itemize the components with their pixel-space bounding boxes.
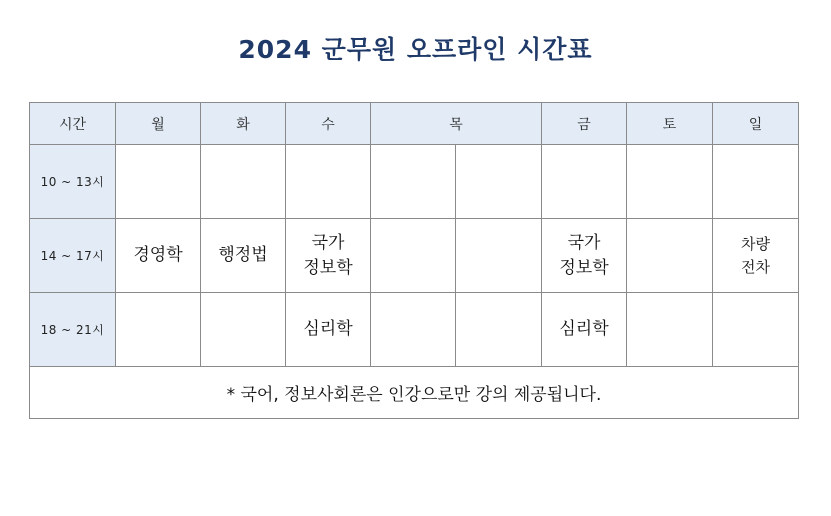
cell-line: 심리학 — [559, 319, 609, 339]
table-row — [30, 293, 799, 367]
header-tue: 화 — [201, 103, 286, 145]
time-slot-label: 10 ~ 13시 — [30, 145, 116, 219]
cell-wed — [286, 219, 371, 293]
cell-mon: 경영학 — [116, 219, 201, 293]
timetable — [29, 102, 799, 419]
cell-tue: 행정법 — [201, 219, 286, 293]
cell-wed — [286, 145, 371, 219]
cell-sun — [713, 145, 799, 219]
cell-wed — [286, 293, 371, 367]
cell-fri — [542, 293, 627, 367]
cell-sat — [627, 219, 713, 293]
cell-sat — [627, 293, 713, 367]
table-row — [30, 219, 799, 293]
cell-line: 전차 — [741, 257, 770, 276]
cell-tue — [201, 293, 286, 367]
cell-thu-b — [456, 145, 542, 219]
time-slot-label: 14 ~ 17시 — [30, 219, 116, 293]
cell-tue — [201, 145, 286, 219]
cell-sun — [713, 293, 799, 367]
cell-fri — [542, 145, 627, 219]
footnote: * 국어, 정보사회론은 인강으로만 강의 제공됩니다. — [30, 367, 799, 419]
time-slot-label: 18 ~ 21시 — [30, 293, 116, 367]
cell-sat — [627, 145, 713, 219]
cell-sun — [713, 219, 799, 293]
cell-fri — [542, 219, 627, 293]
header-mon: 월 — [116, 103, 201, 145]
header-sun: 일 — [713, 103, 799, 145]
cell-line: 국가 — [311, 232, 345, 253]
cell-line: 정보학 — [559, 257, 609, 278]
cell-line: 국가 — [567, 232, 601, 253]
cell-line: 정보학 — [303, 257, 353, 278]
cell-thu-a — [371, 293, 456, 367]
note-row — [30, 367, 799, 419]
table-row — [30, 145, 799, 219]
header-sat: 토 — [627, 103, 713, 145]
header-time: 시간 — [30, 103, 116, 145]
cell-mon — [116, 293, 201, 367]
header-fri: 금 — [542, 103, 627, 145]
header-wed: 수 — [286, 103, 371, 145]
cell-mon — [116, 145, 201, 219]
page-title: 2024 군무원 오프라인 시간표 — [238, 35, 593, 64]
cell-thu-a — [371, 219, 456, 293]
cell-thu-a — [371, 145, 456, 219]
cell-thu-b — [456, 219, 542, 293]
cell-line: 차량 — [741, 234, 770, 253]
header-row — [30, 103, 799, 145]
cell-line: 심리학 — [303, 319, 353, 339]
header-thu: 목 — [371, 103, 542, 145]
cell-thu-b — [456, 293, 542, 367]
